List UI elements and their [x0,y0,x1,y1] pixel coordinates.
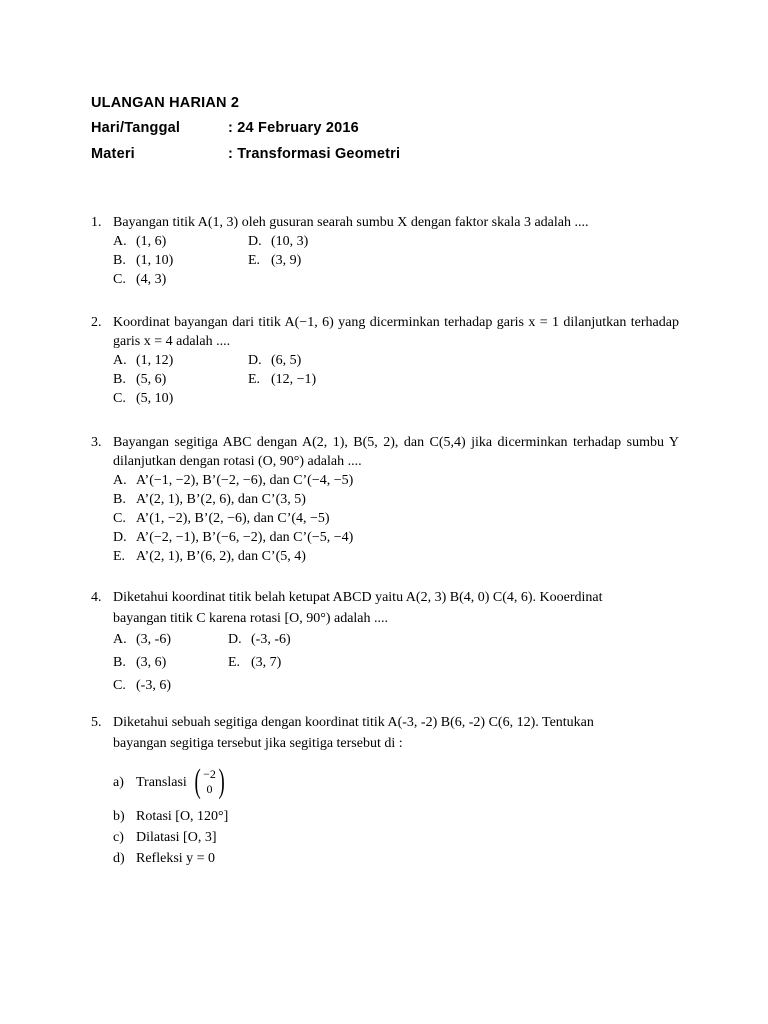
sub-item-d: d) Refleksi y = 0 [113,851,216,866]
vector-top: −2 [203,767,216,781]
option-d: D. (6, 5) [248,353,302,368]
option-c: C. A’(1, −2), B’(2, −6), dan C’(4, −5) [113,511,330,526]
question-stem: Koordinat bayangan dari titik A(−1, 6) yang dicerminkan terhadap garis x = 1 dilanjutkan terhadap garis x = 4 adalah .... [113,315,679,349]
option-a: A. (3, -6) [113,632,171,647]
question-4 [91,587,679,696]
question-1 [91,213,679,289]
option-d: D. A’(−2, −1), B’(−6, −2), dan C’(−5, −4) [113,530,354,545]
option-b: B. (3, 6) [113,655,167,670]
sub-item-c: c) Dilatasi [O, 3] [113,830,217,845]
translation-vector: ( −2 0 ) [194,763,225,800]
date-label: Hari/Tanggal [91,120,181,136]
sub-item-b: b) Rotasi [O, 120°] [113,809,229,824]
date-value: : 24 February 2016 [228,120,359,136]
sub-item-a: a) Translasi ( −2 0 ) [113,762,679,802]
option-a: A. (1, 6) [113,234,167,249]
option-e: E. A’(2, 1), B’(6, 2), dan C’(5, 4) [113,549,306,564]
question-2 [91,313,679,408]
subject-label: Materi [91,146,135,162]
exam-title: ULANGAN HARIAN 2 [91,95,240,111]
options-list [113,232,679,289]
option-c: C. (-3, 6) [113,678,171,693]
option-c: C. (5, 10) [113,391,174,406]
question-number: 2. [91,315,102,330]
question-5 [91,712,679,869]
option-e: E. (3, 9) [248,253,302,268]
header-subject-row [91,146,400,162]
question-number: 4. [91,590,102,605]
question-number: 5. [91,715,102,730]
question-stem-line-1: Diketahui koordinat titik belah ketupat ABCD yaitu A(2, 3) B(4, 0) C(4, 6). Kooerdinat [113,590,603,605]
option-e: E. (12, −1) [248,372,317,387]
options-list [113,351,679,408]
option-c: C. (4, 3) [113,272,167,287]
option-b: B. A’(2, 1), B’(2, 6), dan C’(3, 5) [113,492,306,507]
option-e: E. (3, 7) [228,655,282,670]
question-stem: Bayangan segitiga ABC dengan A(2, 1), B(5, 2), dan C(5,4) jika dicerminkan terhadap sumbu Y dilanjutkan dengan rotasi (O, 90°) adalah .... [113,435,679,469]
options-list [113,629,679,696]
option-a: A. A’(−1, −2), B’(−2, −6), dan C’(−4, −5) [113,473,354,488]
question-3 [91,433,679,566]
option-d: D. (10, 3) [248,234,309,249]
question-stem: Bayangan titik A(1, 3) oleh gusuran searah sumbu X dengan faktor skala 3 adalah .... [113,215,589,230]
question-stem-line-2: bayangan segitiga tersebut jika segitiga tersebut di : [113,736,403,751]
options-list [113,471,679,566]
question-number: 1. [91,215,102,230]
vector-bottom: 0 [206,782,213,796]
option-a: A. (1, 12) [113,353,174,368]
header-date-row [91,120,359,136]
question-stem-line-2: bayangan titik C karena rotasi [O, 90°) adalah .... [113,611,389,626]
question-stem-line-1: Diketahui sebuah segitiga dengan koordinat titik A(-3, -2) B(6, -2) C(6, 12). Tentukan [113,715,594,730]
question-number: 3. [91,435,102,450]
option-d: D. (-3, -6) [228,632,291,647]
option-b: B. (5, 6) [113,372,167,387]
subject-value: : Transformasi Geometri [228,146,401,162]
option-b: B. (1, 10) [113,253,174,268]
